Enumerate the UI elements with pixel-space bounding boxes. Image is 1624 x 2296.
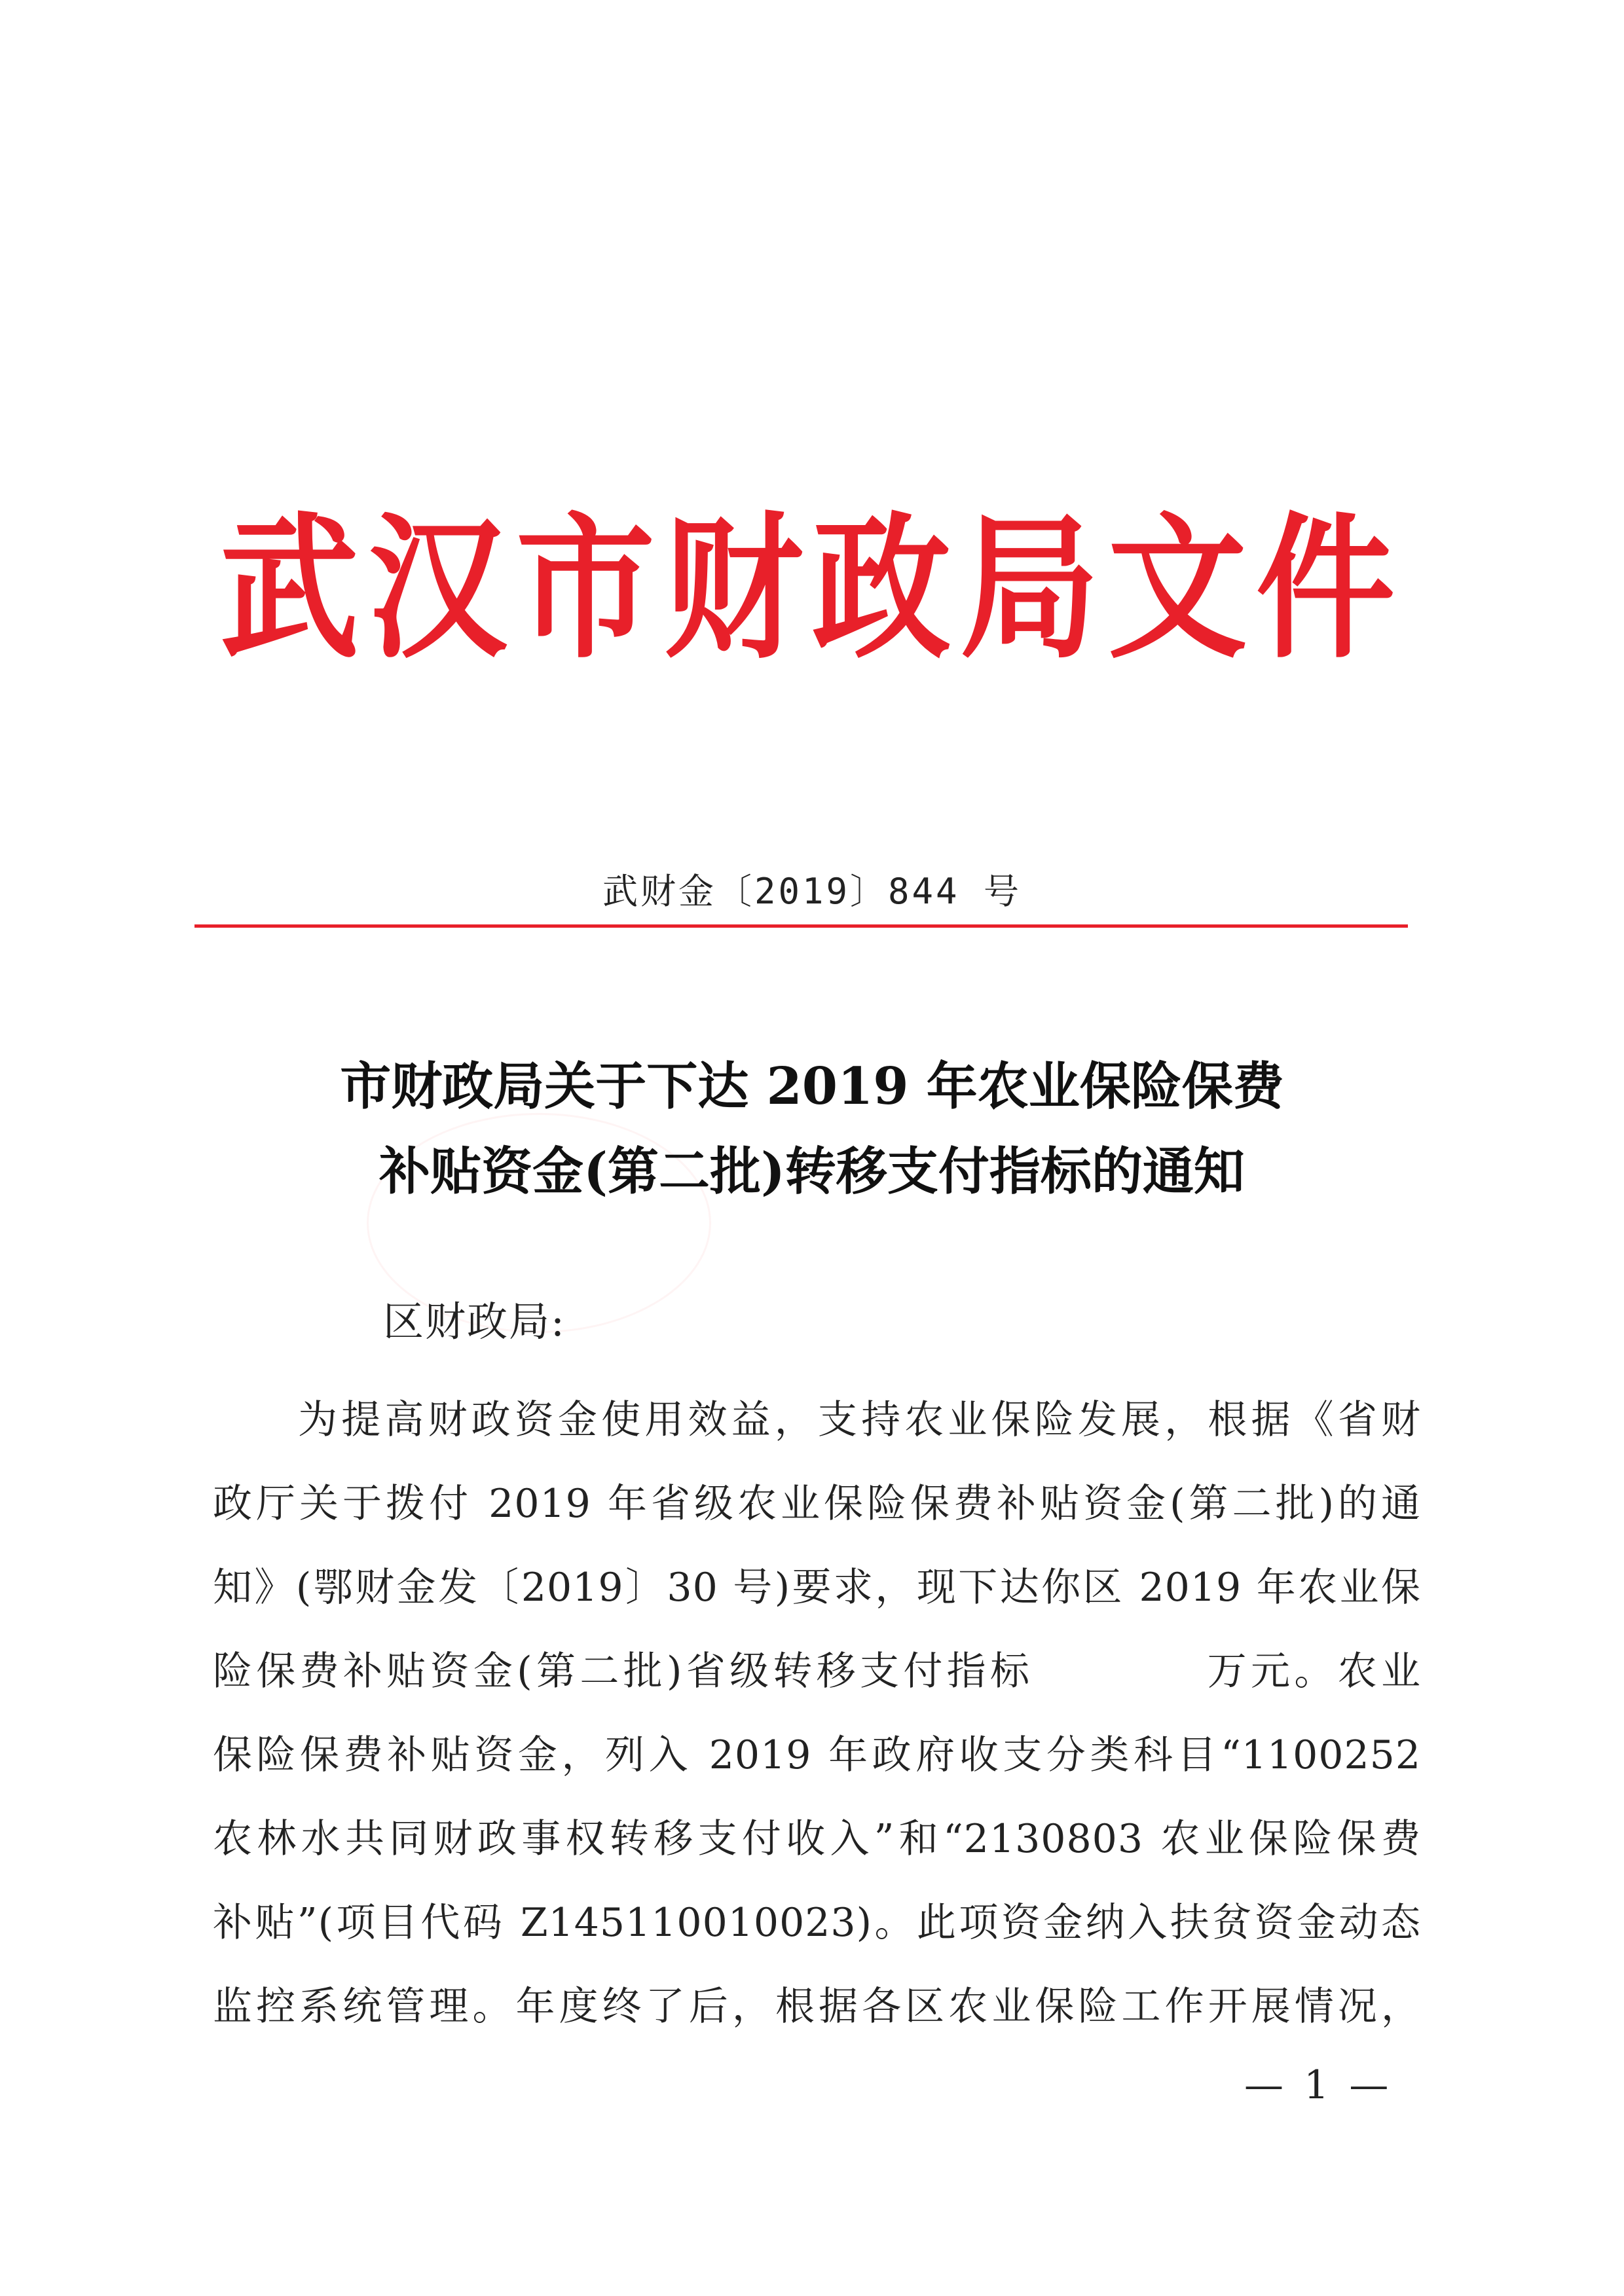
body-line: 农林水共同财政事权转移支付收入”和“2130803 农业保险保费 xyxy=(213,1816,1421,1862)
document-masthead: 武汉市财政局文件 xyxy=(220,496,1404,680)
red-separator-line xyxy=(194,924,1408,928)
body-line: 知》(鄂财金发〔2019〕30 号)要求，现下达你区 2019 年农业保 xyxy=(213,1565,1421,1611)
body-line: 险保费补贴资金(第二批)省级转移支付指标 万元。农业 xyxy=(213,1649,1421,1694)
title-line-1: 市财政局关于下达 2019 年农业保险保费 xyxy=(340,1057,1284,1116)
body-line: 补贴”(项目代码 Z145110010023)。此项资金纳入扶贫资金动态 xyxy=(213,1900,1421,1946)
page-number: — 1 — xyxy=(1244,2062,1393,2108)
body-line: 保险保费补贴资金，列入 2019 年政府收支分类科目“1100252 xyxy=(213,1732,1421,1778)
body-paragraph xyxy=(213,1378,1421,2049)
document-number: 武财金〔2019〕844 号 xyxy=(602,871,1022,912)
document-title xyxy=(0,1044,1624,1214)
body-line: 监控系统管理。年度终了后，根据各区农业保险工作开展情况， xyxy=(213,1984,1421,2030)
title-line-2: 补贴资金(第二批)转移支付指标的通知 xyxy=(379,1142,1245,1201)
body-line: 政厅关于拨付 2019 年省级农业保险保费补贴资金(第二批)的通 xyxy=(213,1481,1421,1527)
body-line: 为提高财政资金使用效益，支持农业保险发展，根据《省财 xyxy=(298,1397,1421,1443)
addressee: 区财政局: xyxy=(383,1298,566,1345)
